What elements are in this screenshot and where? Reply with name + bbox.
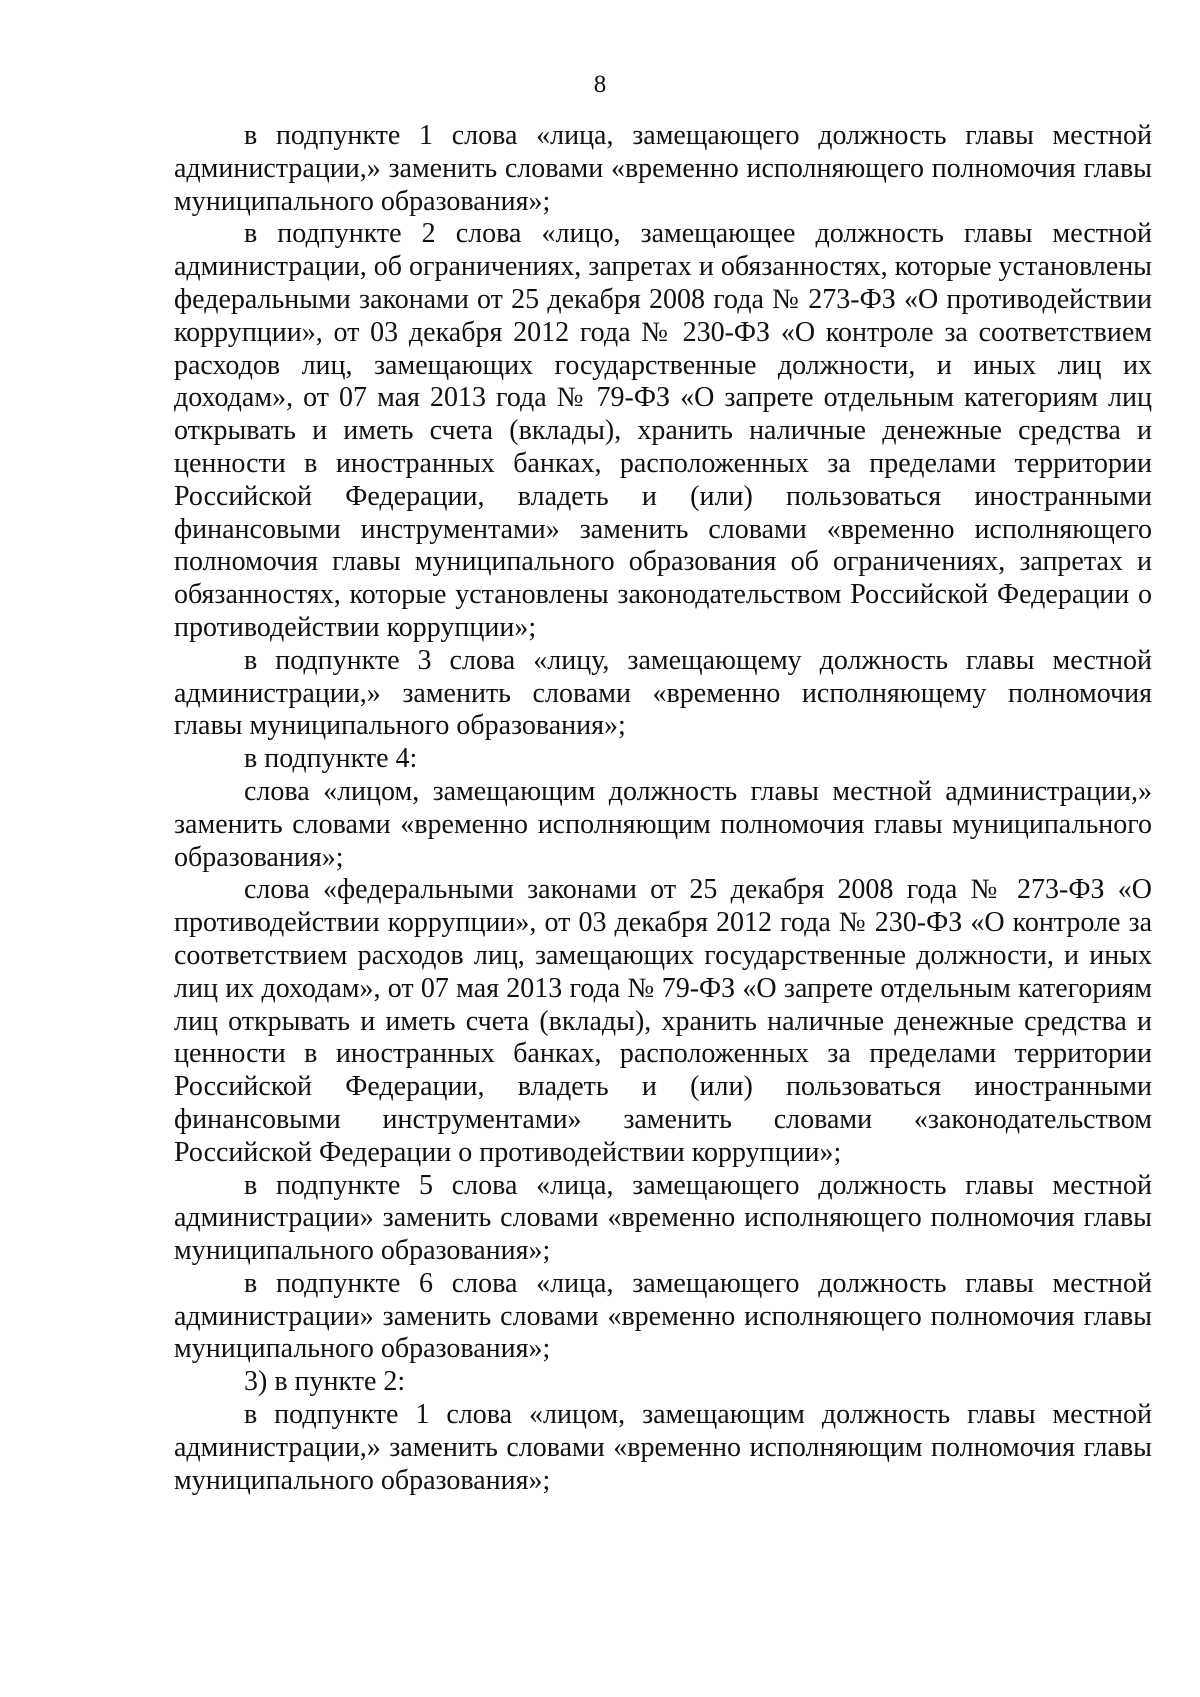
paragraph-subitem-5: в подпункте 5 слова «лица, замещающего должность главы местной администрации» заменить словами «временно исполняющего полномочия главы муниципального образования»;	[174, 1169, 1152, 1267]
paragraph-item-3-heading: 3) в пункте 2:	[244, 1366, 406, 1398]
paragraph-subitem-4-heading: в подпункте 4:	[244, 743, 418, 775]
page-number: 8	[593, 71, 607, 98]
paragraph-subitem-1: в подпункте 1 слова «лица, замещающего должность главы местной администрации,» заменить словами «временно исполняющего полномочия главы муниципального образования»;	[174, 120, 1152, 217]
paragraph-subitem-3: в подпункте 3 слова «лицу, замещающему должность главы местной администрации,» заменить словами «временно исполняющему полномочия главы муниципального образования»;	[174, 644, 1152, 742]
paragraph-subitem-4-words-1: слова «лицом, замещающим должность главы местной администрации,» заменить словами «временно исполняющим полномочия главы муниципального образования»;	[174, 775, 1152, 873]
document-body	[174, 120, 1152, 1497]
paragraph-subitem-6: в подпункте 6 слова «лица, замещающего должность главы местной администрации» заменить словами «временно исполняющего полномочия главы муниципального образования»;	[174, 1267, 1152, 1365]
paragraph-item-3-subitem-1: в подпункте 1 слова «лицом, замещающим должность главы местной администрации,» заменить словами «временно исполняющим полномочия главы муниципального образования»;	[174, 1399, 1152, 1496]
paragraph-subitem-2: в подпункте 2 слова «лицо, замещающее должность главы местной администрации, об ограничениях, запретах и обязанностях, которые установлены федеральными законами от 25 декабря 2008 года № 273-ФЗ «О противодействии коррупции», от 03 декабря 2012 года № 230-ФЗ «О контроле за соответствием расходов лиц, замещающих государственные должности, и иных лиц их доходам», от 07 мая 2013 года № 79-ФЗ «О запрете отдельным категориям лиц открывать и иметь счета (вклады), хранить наличные денежные средства и ценности в иностранных банках, расположенных за пределами территории Российской Федерации, владеть и (или) пользоваться иностранными финансовыми инструментами» заменить словами «временно исполняющего полномочия главы муниципального образования об ограничениях, запретах и обязанностях, которые установлены законодательством Российской Федерации о противодействии коррупции»;	[174, 218, 1152, 643]
paragraph-subitem-4-words-2: слова «федеральными законами от 25 декабря 2008 года № 273-ФЗ «О противодействии коррупции», от 03 декабря 2012 года № 230-ФЗ «О контроле за соответствием расходов лиц, замещающих государственные должности, и иных лиц их доходам», от 07 мая 2013 года № 79-ФЗ «О запрете отдельным категориям лиц открывать и иметь счета (вклады), хранить наличные денежные средства и ценности в иностранных банках, расположенных за пределами территории Российской Федерации, владеть и (или) пользоваться иностранными финансовыми инструментами» заменить словами «законодательством Российской Федерации о противодействии коррупции»;	[174, 874, 1152, 1168]
